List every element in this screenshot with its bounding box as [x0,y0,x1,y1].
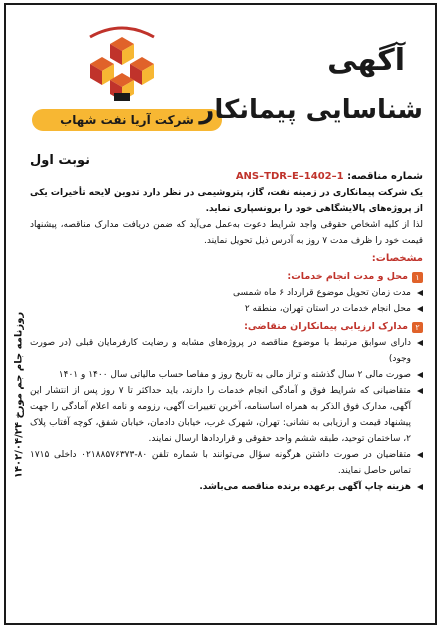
round-label: نوبت اول [30,153,91,168]
tender-number: ANS–TDR–E–1402–1 [235,171,344,182]
spec-heading: مشخصات: [371,253,423,264]
list-item: دارای سوابق مرتبط با موضوع مناقصه در پروژه‌های مشابه و رضایت کارفرمایان قبلی (در صورت وجود) [30,335,423,367]
section-title: مدارک ارزیابی پیمانکاران متقاضی: [244,321,408,332]
ad-body [30,169,423,495]
list-item: محل انجام خدمات در استان تهران، منطقه ۲ [30,301,423,317]
section-header [30,319,423,335]
list-item: صورت مالی ۲ سال گذشته و تراز مالی به تاریخ روز و مفاصا حساب مالیاتی سال ۱۴۰۰ و ۱۴۰۱ [30,367,423,383]
invite-paragraph: لذا از کلیه اشخاص حقوقی واجد شرایط دعوت به‌عمل می‌آید که ضمن دریافت مدارک مناقصه، پیشنهاد قیمت خود را ظرف مدت ۷ روز به آدرس ذیل تحویل نمایند. [30,220,423,246]
side-note-text: روزنامه جام جم مورخ ۱۴۰۲/۰۴/۲۴ [13,311,25,479]
applicants-paragraph: متقاضیانی که شرایط فوق و آمادگی انجام خدمات را دارند، باید حداکثر تا ۷ روز پس از انتشار این آگهی، مدارک فوق الذکر به همراه اساسنامه، آخرین تغییرات آگهی، رزومه و نامه اعلام آمادگی را جهت پیشنهاد قیمت و ارزیابی به نشانی: تهران، شهرک غرب، خیابان دادمان، خیابان شفق، کوچه آفتاب پلاک ۲، ساختمان توحید، طبقه ششم واحد حقوقی و قراردادها ارسال نمایند. [30,383,423,447]
newspaper-side-note [12,165,26,625]
section-number-badge: ۱ [412,272,423,283]
contact-paragraph: متقاضیان در صورت داشتن هرگونه سؤال می‌توانند با شماره تلفن ۸۰-۰۲۱۸۸۵۷۶۳۷۳ داخلی ۱۷۱۵ تماس حاصل نمایند. [30,447,423,479]
company-name-badge: شرکت آریا نفت شهاب [32,109,222,131]
footer-note: هزینه چاپ آگهی برعهده برنده مناقصه می‌باشد. [30,479,423,495]
section-title: محل و مدت انجام خدمات: [287,271,408,282]
tender-label: شماره مناقصه: [347,171,423,182]
intro-paragraph: یک شرکت پیمانکاری در زمینه نفت، گاز، پتروشیمی در نظر دارد تدوین لایحه تأخیرات یکی از پروژه‌های پالایشگاهی خود را برونسپاری نماید. [30,188,423,214]
list-item: مدت زمان تحویل موضوع قرارداد ۶ ماه شمسی [30,285,423,301]
section-number-badge: ۲ [412,322,423,333]
ad-frame [4,3,437,625]
page-title: شناسایی پیمانکار [199,95,423,125]
announcement-heading: آگهی [327,43,405,78]
company-logo-icon [62,17,182,113]
tender-line [30,169,423,185]
section-header [30,269,423,285]
